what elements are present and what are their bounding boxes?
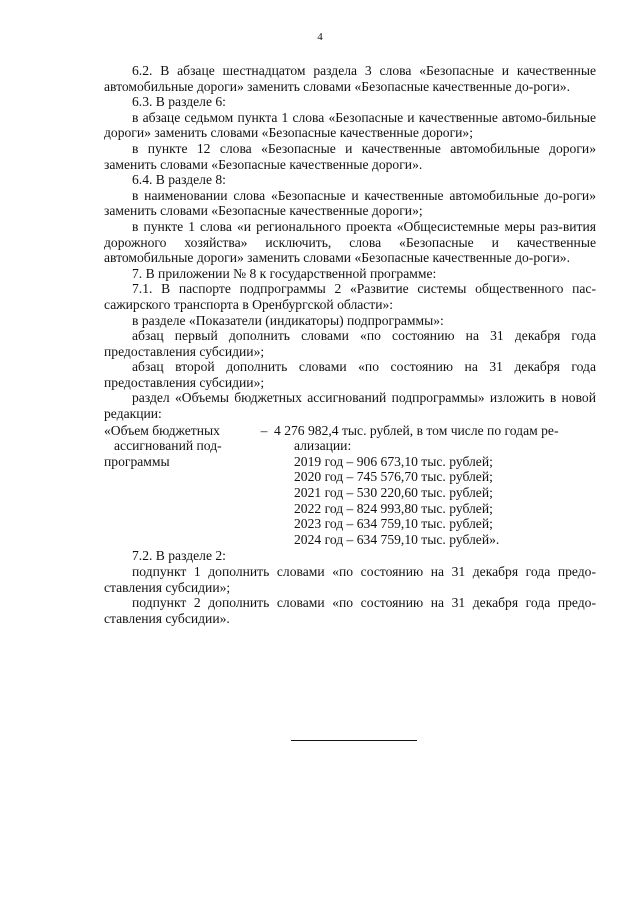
budget-label-line: программы <box>104 453 170 469</box>
budget-table-values <box>274 423 596 548</box>
paragraph-6-3-b: в пункте 12 слова «Безопасные и качественные автомобильные дороги» заменить словами «Безопасные качественные дороги». <box>104 140 596 172</box>
paragraph-7-1-d: раздел «Объемы бюджетных ассигнований подпрограммы» изложить в новой редакции: <box>104 390 596 422</box>
document-body <box>104 63 596 626</box>
budget-year-line: 2024 год – 634 759,10 тыс. рублей». <box>294 531 500 547</box>
budget-label-line: «Объем бюджетных <box>104 422 220 438</box>
budget-value-line: 4 276 982,4 тыс. рублей, в том числе по годам ре- <box>274 422 559 438</box>
page-number: 4 <box>317 31 323 43</box>
budget-year-line: 2022 год – 824 993,80 тыс. рублей; <box>294 500 493 516</box>
paragraph-7-1-a: в разделе «Показатели (индикаторы) подпрограммы»: <box>132 312 444 328</box>
budget-value-line: ализации: <box>294 438 352 454</box>
paragraph-7-2-b: подпункт 2 дополнить словами «по состоянию на 31 декабря года предо-ставления субсидии». <box>104 595 596 626</box>
budget-table <box>104 423 596 548</box>
paragraph-7-1: 7.1. В паспорте подпрограммы 2 «Развитие системы общественного пас-сажирского транспорта в Оренбургской области»: <box>104 281 596 312</box>
budget-year-line: 2023 год – 634 759,10 тыс. рублей; <box>294 516 493 532</box>
paragraph-7-2: 7.2. В разделе 2: <box>132 548 226 564</box>
paragraph-7-1-b: абзац первый дополнить словами «по состоянию на 31 декабря года предоставления субсидии»; <box>104 328 596 359</box>
end-divider <box>291 740 417 741</box>
budget-year-line: 2019 год – 906 673,10 тыс. рублей; <box>294 453 493 469</box>
budget-year-line: 2020 год – 745 576,70 тыс. рублей; <box>294 469 493 485</box>
budget-table-label <box>104 423 254 548</box>
paragraph-6-4: 6.4. В разделе 8: <box>132 172 226 188</box>
paragraph-7-2-a: подпункт 1 дополнить словами «по состоянию на 31 декабря года предо-ставления субсидии»; <box>104 564 596 595</box>
paragraph-6-3: 6.3. В разделе 6: <box>132 94 226 110</box>
budget-label-line: ассигнований под- <box>114 438 222 454</box>
paragraph-7-1-c: абзац второй дополнить словами «по состоянию на 31 декабря года предоставления субсидии»; <box>104 359 596 390</box>
paragraph-6-2: 6.2. В абзаце шестнадцатом раздела 3 слова «Безопасные и качественные автомобильные дороги» заменить словами «Безопасные качественные до-роги». <box>104 63 596 94</box>
budget-table-dash: – <box>260 422 268 438</box>
paragraph-6-4-a: в наименовании слова «Безопасные и качественные автомобильные до-роги» заменить словами «Безопасные качественные дороги»; <box>104 187 596 219</box>
budget-year-line: 2021 год – 530 220,60 тыс. рублей; <box>294 485 493 501</box>
paragraph-6-3-a: в абзаце седьмом пункта 1 слова «Безопасные и качественные автомо-бильные дороги» заменить словами «Безопасные качественные дороги»; <box>104 109 596 141</box>
paragraph-6-4-b: в пункте 1 слова «и регионального проекта «Общесистемные меры раз-вития дорожного хозяйства» исключить, слова «Безопасные и качественные автомобильные дороги» заменить словами «Безопасные качественные до-роги». <box>104 218 596 266</box>
paragraph-7: 7. В приложении № 8 к государственной программе: <box>132 265 437 281</box>
